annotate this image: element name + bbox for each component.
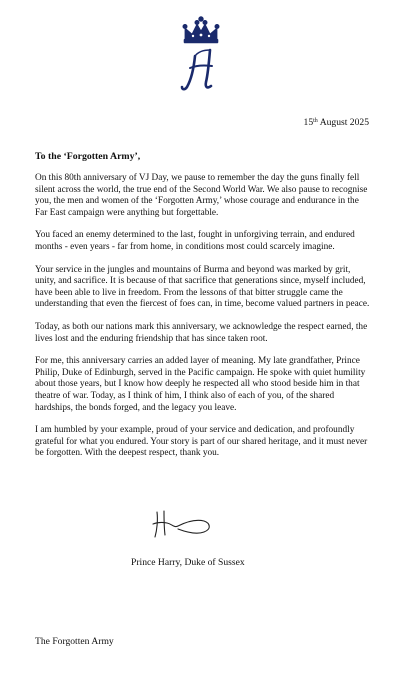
date-suffix: th <box>313 118 318 124</box>
letter-date <box>304 117 369 129</box>
letter-body <box>35 173 370 471</box>
body-paragraph: On this 80th anniversary of VJ Day, we pause to remember the day the guns finally fell silent across the world, the true end of the Second World War. We also pause to recognise you, the men and women of the ‘Forgotten Army,’ whose courage and endurance in the Far East campaign were anything but forgettable. <box>35 173 368 218</box>
body-paragraph: Today, as both our nations mark this anniversary, we acknowledge the respect earned, the lives lost and the enduring friendship that has since taken root. <box>35 321 368 344</box>
crowned-h-monogram-icon <box>173 16 229 94</box>
handwritten-signature <box>152 508 218 540</box>
signatory-name: Prince Harry, Duke of Sussex <box>131 557 245 568</box>
body-paragraph: You faced an enemy determined to the last, fought in unforgiving terrain, and endured months - even years - far from home, in conditions most could scarcely imagine. <box>35 230 355 252</box>
salutation: To the ‘Forgotten Army’, <box>35 151 141 162</box>
date-day: 15 <box>303 117 314 128</box>
recipient-line: The Forgotten Army <box>35 636 114 647</box>
body-paragraph: For me, this anniversary carries an added layer of meaning. My late grandfather, Prince Philip, Duke of Edinburgh, served in the Pacific campaign. He spoke with quiet humility about those years, but I know how deeply he respected all who stood beside him in that theatre of war. Today, as I think of him, I think also of each of you, of the shared hardships, the bonds forged, and the legacy you leave. <box>35 356 366 413</box>
date-month-year: August 2025 <box>319 117 369 128</box>
body-paragraph: I am humbled by your example, proud of your service and dedication, and profoundly grateful for what you endured. Your story is part of our shared heritage, and it must never be forgotten. With the deepest respect, thank you. <box>35 425 368 459</box>
body-paragraph: Your service in the jungles and mountains of Burma and beyond was marked by grit, unity, and sacrifice. It is because of that sacrifice that generations since, myself included, have been able to live in freedom. From the lessons of that bitter struggle came the understanding that even the fiercest of foes can, in time, become valued partners in peace. <box>35 264 370 310</box>
